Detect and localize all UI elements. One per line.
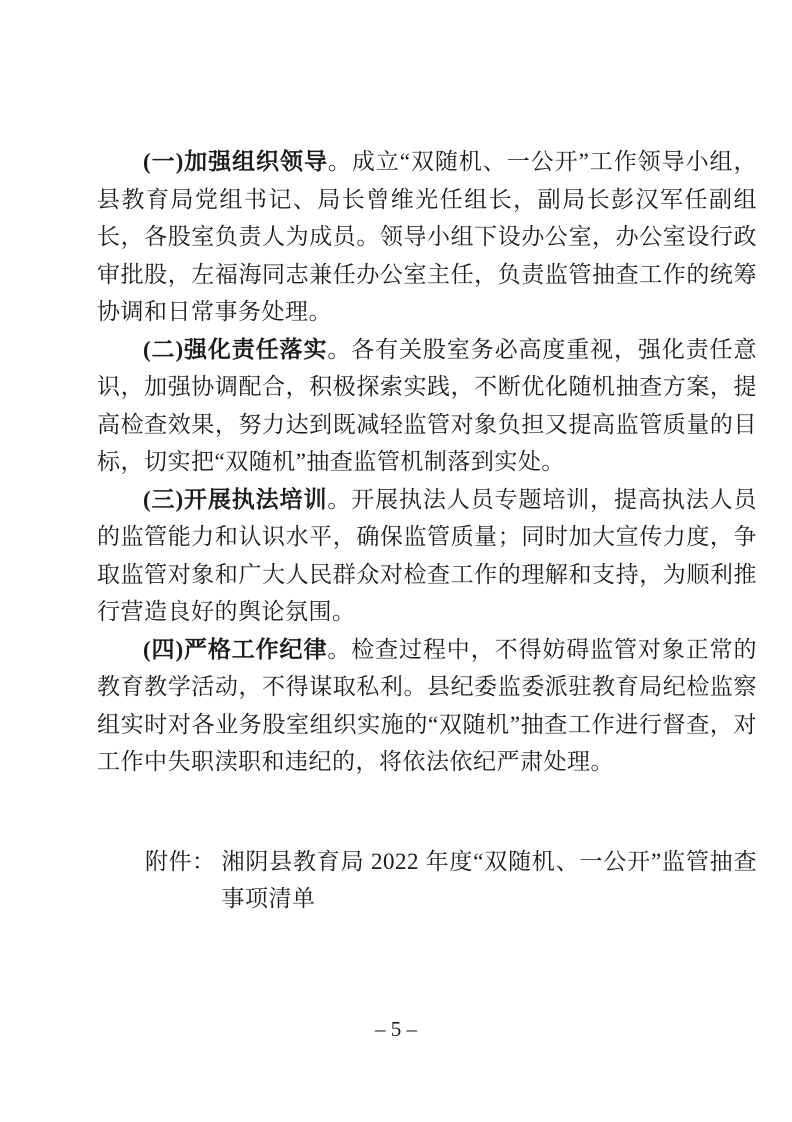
- paragraph-3: [97, 481, 757, 631]
- paragraph-1-heading: (一)加强组织领导: [143, 149, 328, 174]
- paragraph-1-body: 。成立“双随机、一公开”工作领导小组，县教育局党组书记、局长曾维光任组长，副局长彭汉军任副组长，各股室负责人为成员。领导小组下设办公室，办公室设行政审批股，左福海同志兼任办公室主任，负责监管抽查工作的统筹协调和日常事务处理。: [97, 149, 757, 324]
- page-number: – 5 –: [375, 1017, 417, 1041]
- paragraph-2-heading: (二)强化责任落实: [143, 336, 328, 362]
- paragraph-1: [97, 143, 757, 331]
- attachment-note: [97, 843, 757, 918]
- document-body: [97, 143, 757, 918]
- paragraph-2: [97, 331, 757, 481]
- paragraph-4: [97, 631, 757, 781]
- attachment-text: 湘阴县教育局 2022 年度“双随机、一公开”监管抽查事项清单: [221, 848, 757, 911]
- paragraph-3-heading: (三)开展执法培训: [143, 486, 328, 512]
- paragraph-4-body: 。检查过程中，不得妨碍监管对象正常的教育教学活动，不得谋取私利。县纪委监委派驻教育局纪检监察组实时对各业务股室组织实施的“双随机”抽查工作进行督查，对工作中失职渎职和违纪的，将依法依纪严肃处理。: [97, 636, 757, 774]
- paragraph-2-body: 。各有关股室务必高度重视，强化责任意识，加强协调配合，积极探索实践，不断优化随机抽查方案，提高检查效果，努力达到既减轻监管对象负担又提高监管质量的目标，切实把“双随机”抽查监管机制落到实处。: [97, 336, 757, 474]
- attachment-label: 附件：: [145, 848, 216, 874]
- paragraph-4-heading: (四)严格工作纪律: [143, 636, 328, 662]
- paragraph-3-body: 。开展执法人员专题培训，提高执法人员的监管能力和认识水平，确保监管质量；同时加大宣传力度，争取监管对象和广大人民群众对检查工作的理解和支持，为顺利推行营造良好的舆论氛围。: [97, 486, 757, 624]
